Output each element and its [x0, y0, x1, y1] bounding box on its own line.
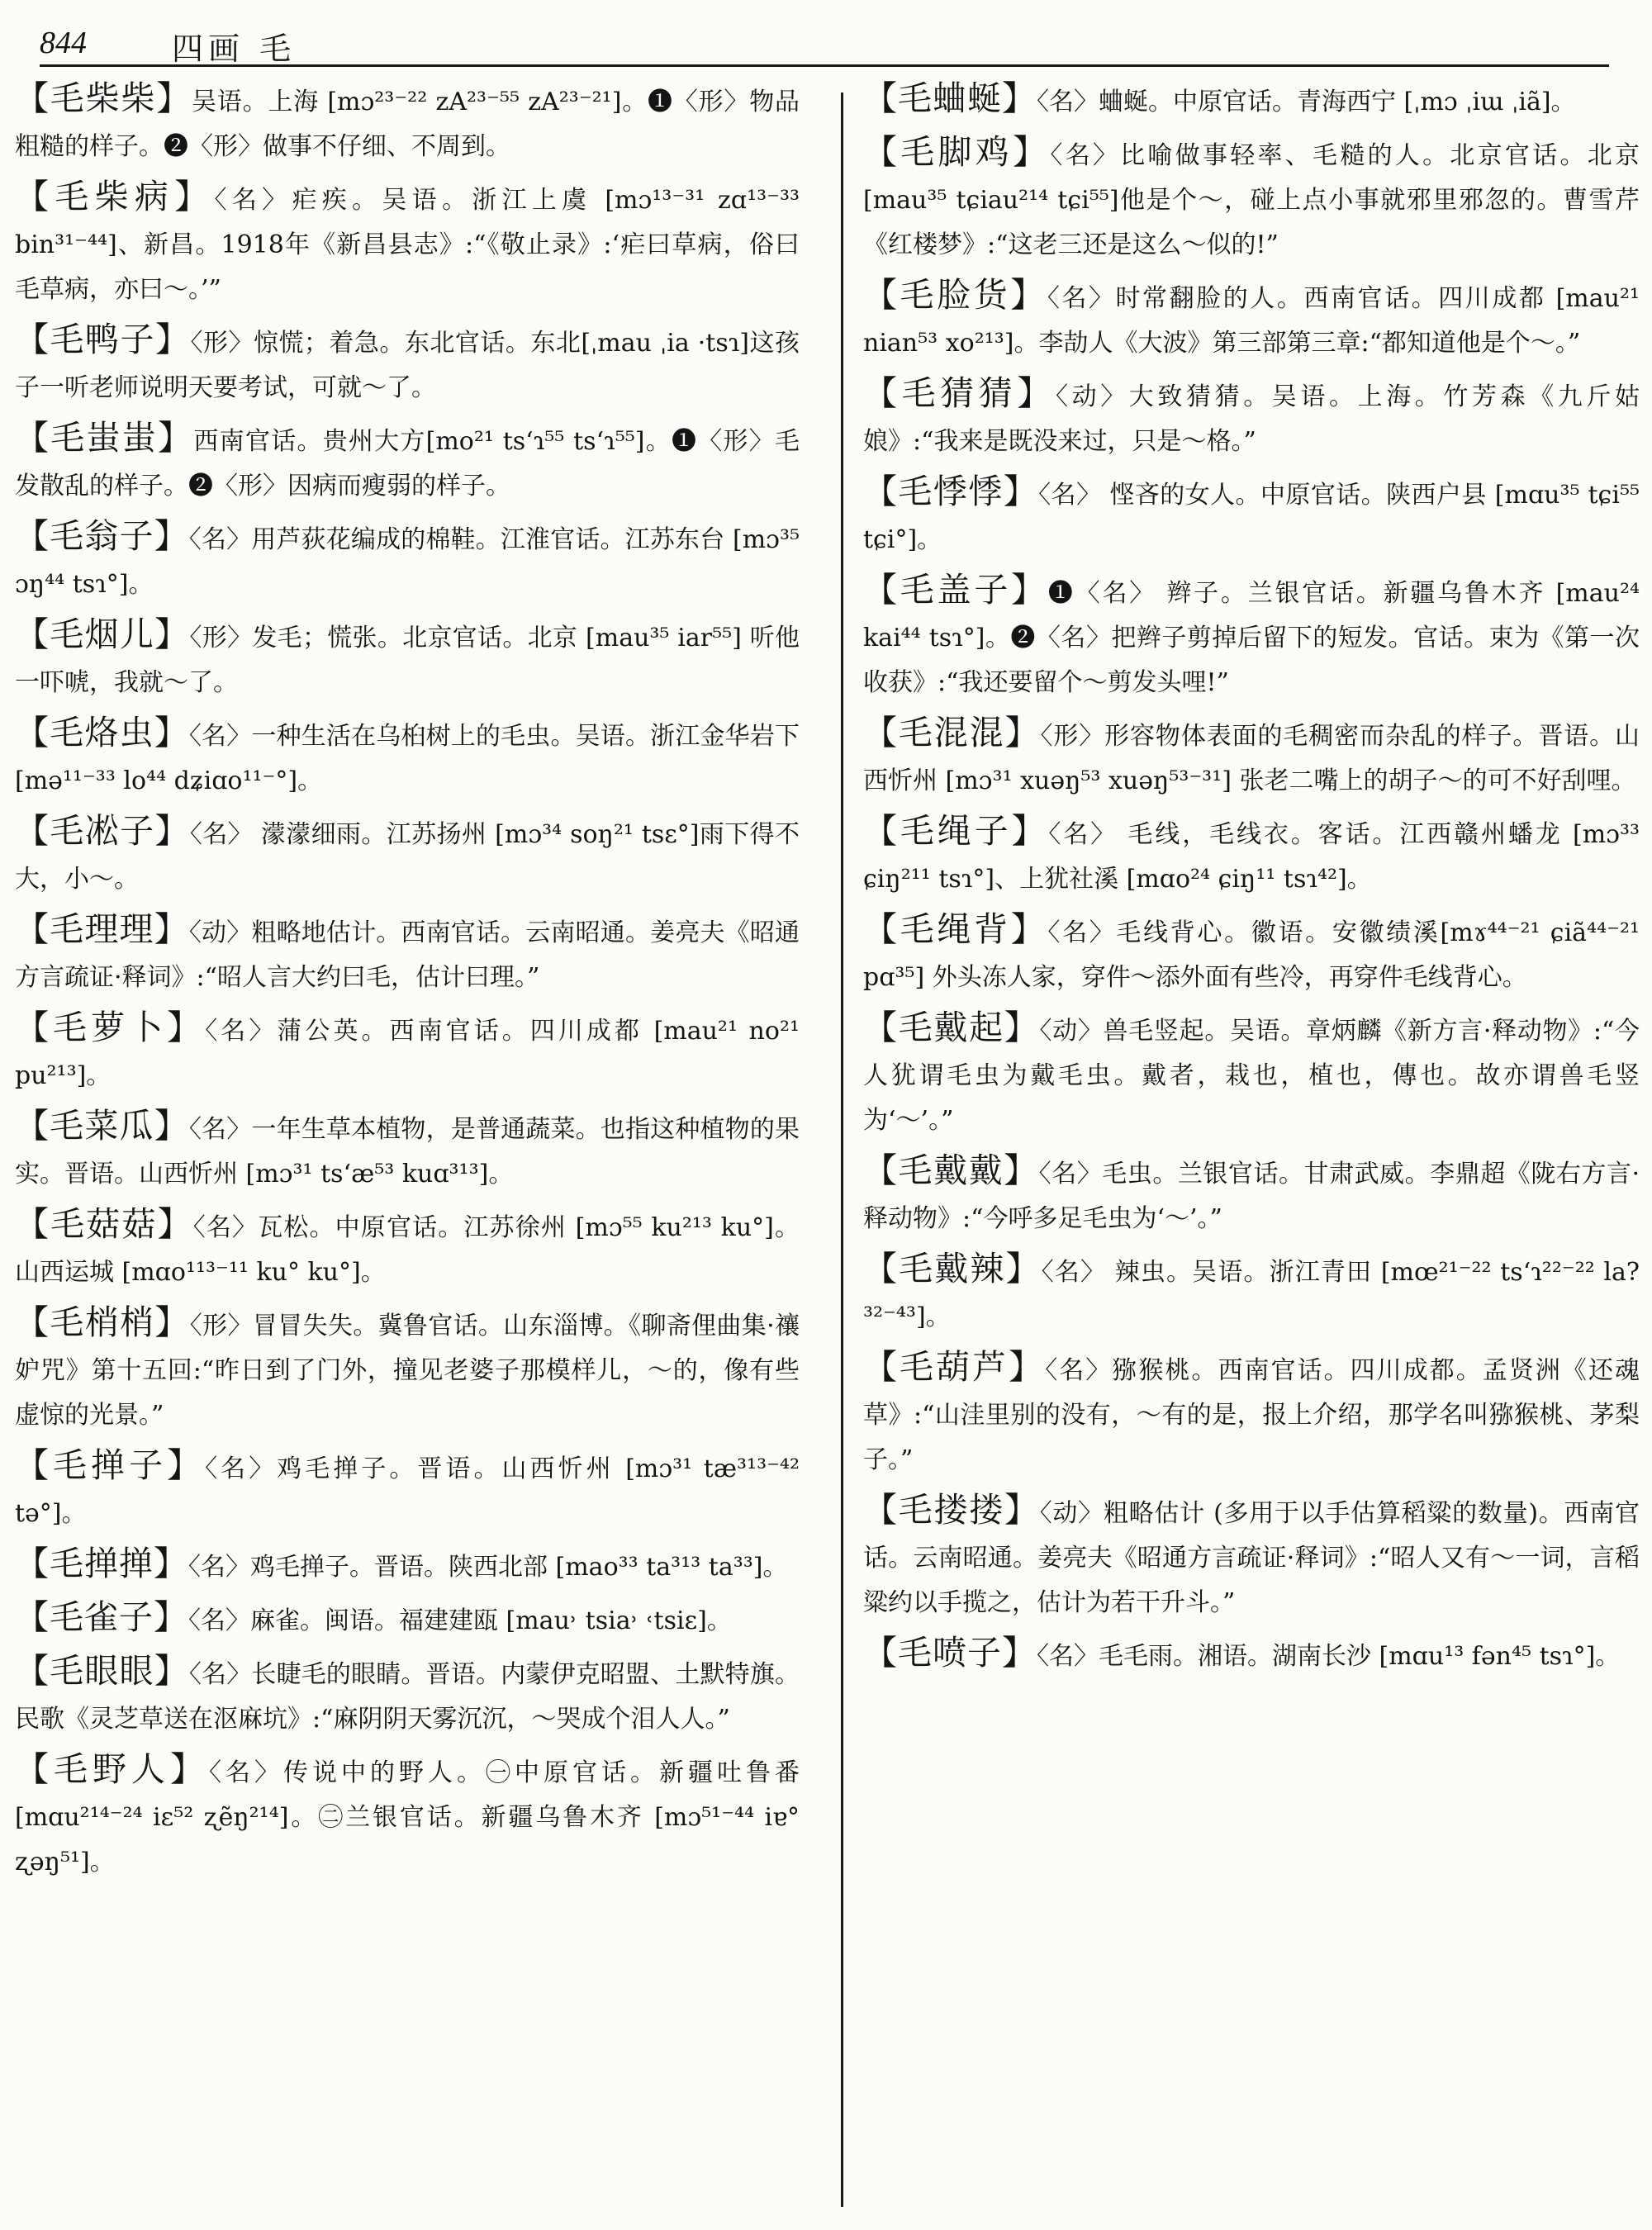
entry-headword: 【毛菇菇】	[15, 1204, 193, 1244]
dictionary-entry	[863, 907, 1640, 1000]
entry-headword: 【毛蚩蚩】	[15, 418, 194, 458]
entry-headword: 【毛雀子】	[15, 1597, 188, 1637]
dictionary-entry	[15, 1541, 800, 1590]
dictionary-entry	[863, 1246, 1640, 1340]
entry-definition: 〈名〉毛线背心。徽语。安徽绩溪[mɤ⁴⁴⁻²¹ ɕiã⁴⁴⁻²¹ pɑ³⁵] 外头冻人家，穿件～添外面有些冷，再穿件毛线背心。	[863, 918, 1640, 992]
entry-definition: 〈名〉一年生草本植物，是普通蔬菜。也指这种植物的果实。晋语。山西忻州 [mɔ³¹ tsʻæ⁵³ kuɑ³¹³]。	[15, 1115, 800, 1189]
dictionary-entry	[15, 174, 800, 312]
running-header: 四画 毛	[172, 31, 297, 67]
dictionary-entry	[15, 415, 800, 509]
dictionary-entry	[15, 1443, 800, 1536]
page-number: 844	[40, 26, 87, 60]
dictionary-entry	[15, 809, 800, 902]
dictionary-entry	[863, 1148, 1640, 1241]
entry-definition: 〈名〉一种生活在乌桕树上的毛虫。吴语。浙江金华岩下 [mə¹¹⁻³³ lo⁴⁴ dʑiɑo¹¹⁻°]。	[15, 722, 800, 795]
entry-definition: 〈动〉兽毛竖起。吴语。章炳麟《新方言·释动物》:“今人犹谓毛虫为戴毛虫。戴者，栽也，植也，傳也。故亦谓兽毛竖为‘～’。”	[863, 1017, 1640, 1135]
dictionary-entry	[863, 130, 1640, 268]
entry-headword: 【毛脚鸡】	[863, 132, 1051, 172]
entry-definition: 〈动〉粗略地估计。西南官话。云南昭通。姜亮夫《昭通方言疏证·释词》:“昭人言大约曰毛，估计曰理。”	[15, 918, 800, 992]
entry-definition: 〈名〉长睫毛的眼睛。晋语。内蒙伊克昭盟、土默特旗。民歌《灵芝草送在沤麻坑》:“麻阴阴天雾沉沉，～哭成个泪人人。”	[15, 1660, 800, 1734]
entry-headword: 【毛烟儿】	[15, 614, 190, 654]
dictionary-entry	[863, 1630, 1640, 1679]
dictionary-entry	[863, 469, 1640, 562]
dictionary-entry	[15, 1649, 800, 1742]
entry-definition: 〈名〉传说中的野人。㊀中原官话。新疆吐鲁番 [mɑu²¹⁴⁻²⁴ iɛ⁵² ʐẽŋ²¹⁴]。㊁兰银官话。新疆乌鲁木齐 [mɔ⁵¹⁻⁴⁴ iɐ° ʐəŋ⁵¹]。	[15, 1758, 800, 1877]
entry-headword: 【毛戴戴】	[863, 1151, 1039, 1190]
entry-definition: 〈名〉 濛濛细雨。江苏扬州 [mɔ³⁴ soŋ²¹ tsɛ°]雨下得不大，小～。	[15, 820, 800, 894]
entry-headword: 【毛萝卜】	[15, 1008, 206, 1047]
right-column	[863, 76, 1640, 2215]
entry-headword: 【毛混混】	[863, 713, 1041, 752]
entry-definition: 〈名〉用芦荻花编成的棉鞋。江淮官话。江苏东台 [mɔ³⁵ ɔŋ⁴⁴ tsɿ°]。	[15, 525, 800, 599]
entry-headword: 【毛猜猜】	[863, 373, 1056, 413]
dictionary-entry	[863, 1005, 1640, 1143]
column-divider	[841, 93, 843, 2207]
entry-headword: 【毛凇子】	[15, 811, 190, 851]
entry-headword: 【毛野人】	[15, 1749, 209, 1789]
entry-headword: 【毛悸悸】	[863, 472, 1039, 511]
entry-headword: 【毛鸭子】	[15, 320, 191, 359]
dictionary-entry	[863, 710, 1640, 804]
dictionary-entry	[863, 273, 1640, 366]
entry-definition: 〈名〉鸡毛掸子。晋语。山西忻州 [mɔ³¹ tæ³¹³⁻⁴² tə°]。	[15, 1454, 800, 1528]
entry-headword: 【毛戴起】	[863, 1008, 1040, 1047]
entry-headword: 【毛眼眼】	[15, 1651, 189, 1691]
dictionary-entry	[863, 371, 1640, 464]
dictionary-entry	[15, 710, 800, 804]
entry-headword: 【毛搂搂】	[863, 1490, 1040, 1530]
entry-definition: 〈形〉冒冒失失。冀鲁官话。山东淄博。《聊斋俚曲集·禳妒咒》第十五回:“昨日到了门外，撞见老婆子那模样儿，～的，像有些虚惊的光景。”	[15, 1312, 800, 1430]
left-column	[15, 76, 800, 2215]
dictionary-entry	[15, 1595, 800, 1644]
dictionary-entry	[15, 1747, 800, 1885]
entry-headword: 【毛掸掸】	[15, 1544, 188, 1583]
entry-headword: 【毛柴柴】	[15, 78, 192, 118]
entry-headword: 【毛理理】	[15, 909, 189, 949]
entry-headword: 【毛柴病】	[15, 177, 215, 216]
entry-headword: 【毛蛐蜒】	[863, 78, 1037, 118]
entry-definition: 〈名〉毛毛雨。湘语。湖南长沙 [mɑu¹³ fən⁴⁵ tsɿ°]。	[1037, 1642, 1621, 1671]
entry-headword: 【毛翁子】	[15, 516, 189, 556]
dictionary-entry	[863, 567, 1640, 705]
entry-definition: 〈名〉比喻做事轻率、毛糙的人。北京官话。北京 [mau³⁵ tɕiau²¹⁴ tɕi⁵⁵]他是个～，碰上点小事就邪里邪忽的。曹雪芹《红楼梦》:“这老三还是这么～似的!”	[863, 141, 1640, 259]
entry-definition: 吴语。上海 [mɔ²³⁻²² zA²³⁻⁵⁵ zA²³⁻²¹]。❶〈形〉物品粗糙的样子。❷〈形〉做事不仔细、不周到。	[15, 88, 800, 161]
dictionary-entry	[15, 612, 800, 705]
page-header	[40, 18, 1609, 67]
dictionary-entry	[15, 907, 800, 1000]
entry-definition: 〈名〉瓦松。中原官话。江苏徐州 [mɔ⁵⁵ ku²¹³ ku°]。山西运城 [mɑo¹¹³⁻¹¹ ku° ku°]。	[15, 1213, 800, 1287]
entry-definition: 〈动〉大致猜猜。吴语。上海。竹芳森《九斤姑娘》:“我来是既没来过，只是～格。”	[863, 382, 1640, 456]
entry-definition: 〈形〉发毛；慌张。北京官话。北京 [mau³⁵ iar⁵⁵] 听他一吓唬，我就～了。	[15, 624, 800, 697]
entry-headword: 【毛菜瓜】	[15, 1106, 189, 1146]
entry-headword: 【毛戴辣】	[863, 1249, 1042, 1288]
entry-definition: 西南官话。贵州大方[mo²¹ tsʻɿ⁵⁵ tsʻɿ⁵⁵]。❶〈形〉毛发散乱的样子。❷〈形〉因病而瘦弱的样子。	[15, 427, 800, 501]
entry-headword: 【毛盖子】	[863, 570, 1048, 610]
dictionary-entry	[863, 76, 1640, 125]
entry-definition: 〈形〉惊慌；着急。东北官话。东北[ˌmau ˌia ·tsɿ]这孩子一听老师说明天要考试，可就～了。	[15, 329, 800, 402]
entry-definition: 〈名〉麻雀。闽语。福建建瓯 [mau˒ tsia˒ ˓tsiɛ]。	[188, 1606, 732, 1635]
dictionary-entry	[863, 1487, 1640, 1625]
entry-definition: 〈名〉蛐蜒。中原官话。青海西宁 [ˌmɔ ˌiɯ ˌiã]。	[1037, 88, 1576, 116]
entry-headword: 【毛掸子】	[15, 1445, 206, 1485]
entry-definition: 〈动〉粗略估计 (多用于以手估算稻粱的数量)。西南官话。云南昭通。姜亮夫《昭通方言疏证·释词》:“昭人又有～一词，言稻粱约以手揽之，估计为若干升斗。”	[863, 1499, 1640, 1617]
entry-definition: 〈名〉鸡毛掸子。晋语。陕西北部 [mao³³ ta³¹³ ta³³]。	[188, 1553, 788, 1582]
dictionary-entry	[863, 1345, 1640, 1483]
entry-definition: 〈名〉蒲公英。西南官话。四川成都 [mau²¹ no²¹ pu²¹³]。	[15, 1017, 800, 1090]
dictionary-entry	[15, 1202, 800, 1295]
entry-definition: 〈名〉 毛线，毛线衣。客话。江西赣州蟠龙 [mɔ³³ ɕiŋ²¹¹ tsɿ°]、上犹社溪 [mɑo²⁴ ɕiŋ¹¹ tsɿ⁴²]。	[863, 820, 1640, 894]
dictionary-entry	[15, 1103, 800, 1197]
entry-headword: 【毛梢梢】	[15, 1302, 190, 1342]
entry-definition: 〈名〉时常翻脸的人。西南官话。四川成都 [mau²¹ nian⁵³ xo²¹³]。李劼人《大波》第三部第三章:“都知道他是个～。”	[863, 284, 1640, 358]
entry-definition: ❶〈名〉 辫子。兰银官话。新疆乌鲁木齐 [mau²⁴ kai⁴⁴ tsɿ°]。❷〈名〉把辫子剪掉后留下的短发。官话。束为《第一次收获》:“我还要留个～剪发头哩!”	[863, 579, 1640, 697]
entry-headword: 【毛绳子】	[863, 811, 1049, 851]
entry-definition: 〈名〉 悭吝的女人。中原官话。陕西户县 [mɑu³⁵ tɕi⁵⁵ tɕi°]。	[863, 481, 1640, 554]
entry-definition: 〈名〉毛虫。兰银官话。甘肃武威。李鼎超《陇右方言·释动物》:“今呼多足毛虫为‘～’。”	[863, 1160, 1640, 1233]
entry-headword: 【毛喷子】	[863, 1633, 1037, 1672]
entry-headword: 【毛绳背】	[863, 909, 1048, 949]
entry-definition: 〈名〉猕猴桃。西南官话。四川成都。孟贤洲《还魂草》:“山洼里别的没有，～有的是，报上介绍，那学名叫猕猴桃、茅梨子。”	[863, 1356, 1640, 1474]
entry-headword: 【毛脸货】	[863, 275, 1047, 315]
dictionary-entry	[15, 1005, 800, 1098]
entry-definition: 〈名〉 辣虫。吴语。浙江青田 [mœ²¹⁻²² tsʻɿ²²⁻²² la?³²⁻⁴³]。	[863, 1258, 1640, 1331]
dictionary-entry	[15, 1300, 800, 1438]
dictionary-entry	[15, 317, 800, 410]
dictionary-entry	[15, 76, 800, 169]
entry-definition: 〈形〉形容物体表面的毛稠密而杂乱的样子。晋语。山西忻州 [mɔ³¹ xuəŋ⁵³ xuəŋ⁵³⁻³¹] 张老二嘴上的胡子～的可不好刮哩。	[863, 722, 1640, 795]
entry-headword: 【毛葫芦】	[863, 1347, 1046, 1387]
entry-headword: 【毛烙虫】	[15, 713, 189, 752]
dictionary-entry	[15, 514, 800, 607]
dictionary-entry	[863, 809, 1640, 902]
entry-definition: 〈名〉疟疾。吴语。浙江上虞 [mɔ¹³⁻³¹ zɑ¹³⁻³³ bin³¹⁻⁴⁴]、新昌。1918年《新昌县志》:“《敬止录》:‘疟曰草病，俗曰毛草病，亦曰～。’”	[15, 186, 800, 304]
